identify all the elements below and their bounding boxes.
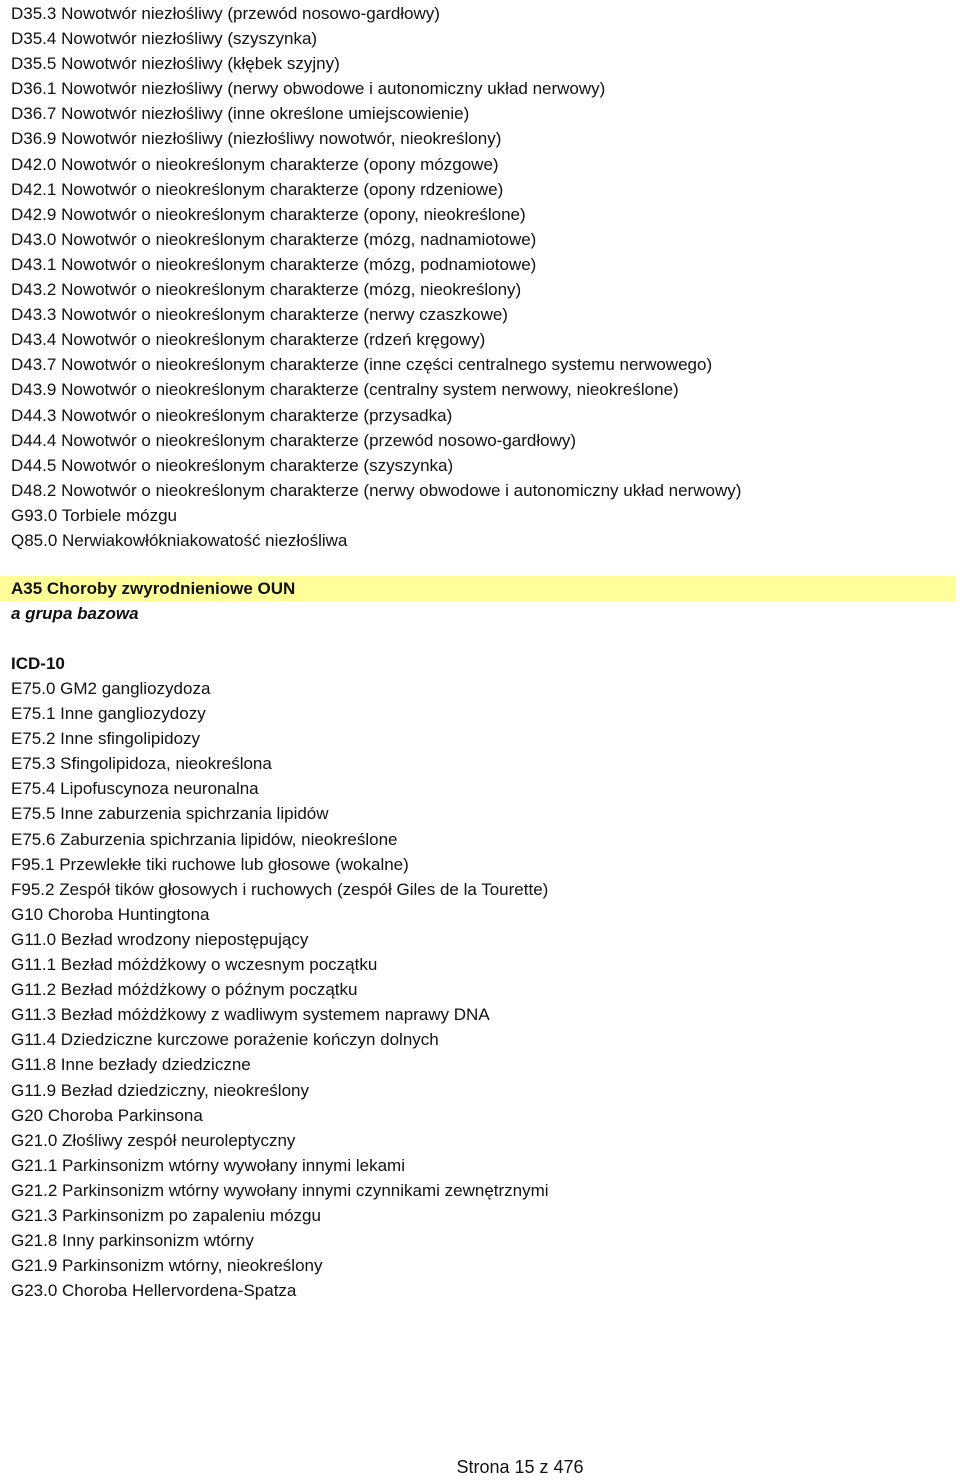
code-entry: D36.7 Nowotwór niezłośliwy (inne określone umiejscowienie) — [11, 104, 470, 124]
code-entry: E75.2 Inne sfingolipidozy — [11, 729, 201, 749]
code-entry: E75.5 Inne zaburzenia spichrzania lipidów — [11, 804, 329, 824]
code-entry: E75.0 GM2 gangliozydoza — [11, 679, 211, 698]
code-entry: G21.0 Złośliwy zespół neuroleptyczny — [11, 1130, 296, 1150]
code-entry: D44.4 Nowotwór o nieokreślonym charakterze (przewód nosowo-gardłowy) — [11, 430, 577, 450]
code-entry: F95.1 Przewlekłe tiki ruchowe lub głosowe (wokalne) — [11, 854, 409, 874]
code-entry: G21.9 Parkinsonizm wtórny, nieokreślony — [11, 1256, 323, 1276]
code-entry: G10 Choroba Huntingtona — [11, 904, 210, 924]
code-entry: G11.2 Bezład móżdżkowy o późnym początku — [11, 980, 358, 1000]
code-entry: D42.1 Nowotwór o nieokreślonym charakterze (opony rdzeniowe) — [11, 179, 504, 199]
code-entry: E75.3 Sfingolipidoza, nieokreślona — [11, 754, 272, 774]
code-entry: D43.9 Nowotwór o nieokreślonym charakterze (centralny system nerwowy, nieokreślone) — [11, 380, 679, 400]
code-entry: G11.4 Dziedziczne kurczowe porażenie kończyn dolnych — [11, 1030, 439, 1050]
code-entry: G20 Choroba Parkinsona — [11, 1105, 203, 1125]
code-entry: G21.3 Parkinsonizm po zapaleniu mózgu — [11, 1205, 321, 1225]
code-entry: D43.3 Nowotwór o nieokreślonym charakterze (nerwy czaszkowe) — [11, 305, 508, 325]
code-entry: E75.1 Inne gangliozydozy — [11, 704, 206, 724]
code-entry: D43.7 Nowotwór o nieokreślonym charakterze (inne części centralnego systemu nerwowego) — [11, 355, 713, 375]
code-entry: G11.0 Bezład wrodzony niepostępujący — [11, 929, 309, 949]
code-entry: G93.0 Torbiele mózgu — [11, 505, 178, 525]
code-entry: D43.4 Nowotwór o nieokreślonym charakterze (rdzeń kręgowy) — [11, 330, 486, 350]
code-entry: D36.1 Nowotwór niezłośliwy (nerwy obwodowe i autonomiczny układ nerwowy) — [11, 79, 606, 99]
code-entry: D43.1 Nowotwór o nieokreślonym charakterze (mózg, podnamiotowe) — [11, 254, 537, 274]
code-entry: D43.0 Nowotwór o nieokreślonym charakterze (mózg, nadnamiotowe) — [11, 229, 537, 249]
code-entry: D44.3 Nowotwór o nieokreślonym charakterze (przysadka) — [11, 405, 453, 425]
code-entry: D43.2 Nowotwór o nieokreślonym charakterze (mózg, nieokreślony) — [11, 280, 522, 300]
code-entry: G21.8 Inny parkinsonizm wtórny — [11, 1231, 254, 1251]
code-entry: D35.4 Nowotwór niezłośliwy (szyszynka) — [11, 29, 318, 49]
code-entry: G11.8 Inne bezłady dziedziczne — [11, 1055, 251, 1075]
code-entry: G21.1 Parkinsonizm wtórny wywołany innymi lekami — [11, 1155, 405, 1175]
code-entry: E75.6 Zaburzenia spichrzania lipidów, nieokreślone — [11, 829, 398, 849]
top-code-list — [11, 1, 741, 553]
code-entry: G11.9 Bezład dziedziczny, nieokreślony — [11, 1080, 309, 1100]
code-entry: G11.1 Bezład móżdżkowy o wczesnym początku — [11, 955, 378, 975]
code-entry: Q85.0 Nerwiakowłókniakowatość niezłośliwa — [11, 530, 348, 550]
code-entry: G23.0 Choroba Hellervordena-Spatza — [11, 1281, 297, 1301]
section-code-list — [11, 676, 549, 1303]
code-entry: F95.2 Zespół tików głosowych i ruchowych (zespół Giles de la Tourette) — [11, 879, 549, 899]
code-entry: E75.4 Lipofuscynoza neuronalna — [11, 779, 259, 799]
section-title: A35 Choroby zwyrodnieniowe OUN — [11, 579, 296, 598]
code-entry: D44.5 Nowotwór o nieokreślonym charakterze (szyszynka) — [11, 455, 454, 475]
code-entry: D35.5 Nowotwór niezłośliwy (kłębek szyjny) — [11, 54, 340, 74]
code-entry: D48.2 Nowotwór o nieokreślonym charakterze (nerwy obwodowe i autonomiczny układ nerwowy) — [11, 480, 742, 500]
code-entry: D42.0 Nowotwór o nieokreślonym charakterze (opony mózgowe) — [11, 154, 499, 174]
code-entry: D36.9 Nowotwór niezłośliwy (niezłośliwy nowotwór, nieokreślony) — [11, 129, 502, 149]
page-number: Strona 15 z 476 — [456, 1457, 584, 1477]
icd-heading: ICD-10 — [11, 654, 65, 673]
code-entry: G21.2 Parkinsonizm wtórny wywołany innymi czynnikami zewnętrznymi — [11, 1180, 549, 1200]
code-entry: D35.3 Nowotwór niezłośliwy (przewód nosowo-gardłowy) — [11, 4, 440, 23]
section-subtitle: a grupa bazowa — [11, 604, 139, 623]
code-entry: D42.9 Nowotwór o nieokreślonym charakterze (opony, nieokreślone) — [11, 204, 526, 224]
code-entry: G11.3 Bezład móżdżkowy z wadliwym systemem naprawy DNA — [11, 1005, 490, 1025]
